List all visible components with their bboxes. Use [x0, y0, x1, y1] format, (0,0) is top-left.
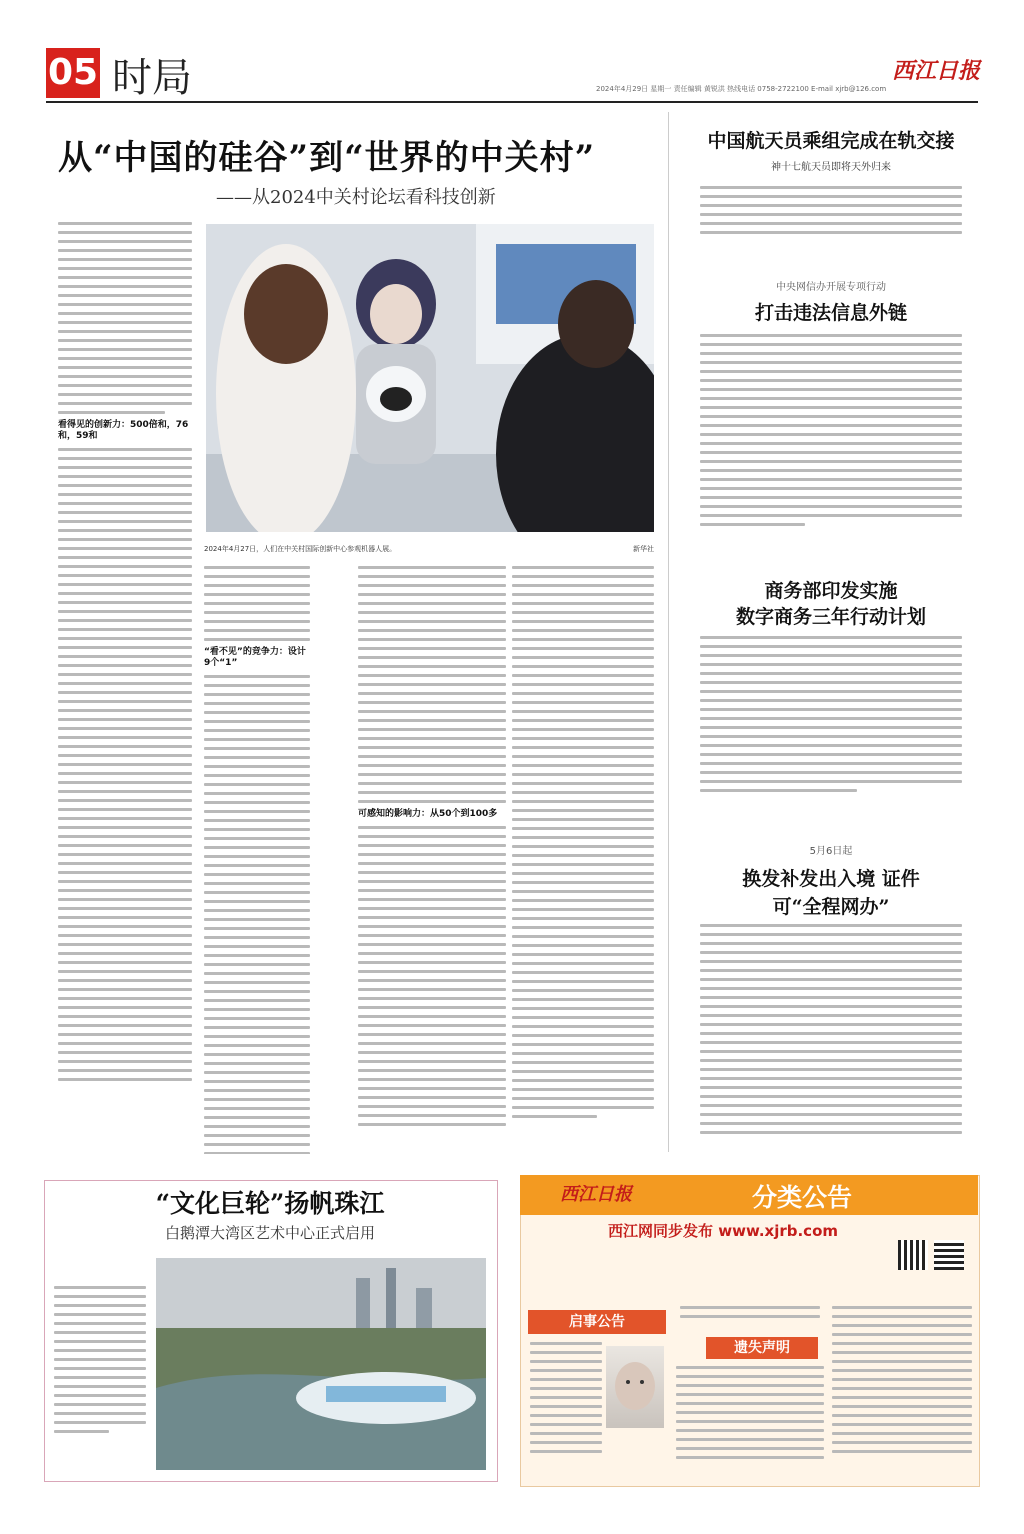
subhead-2: “看不见”的竞争力：设计9个“1”: [204, 647, 306, 668]
main-story-column-3: [358, 566, 506, 1154]
story3-body: [700, 636, 962, 816]
column-divider: [668, 112, 669, 1152]
river-aerial-photo: [156, 1258, 486, 1470]
photo-illustration: [206, 224, 654, 532]
story4-kicker: 5月6日起: [809, 846, 853, 857]
classified-brand: 西江日报: [560, 1184, 632, 1205]
newspaper-logo: 西江日报: [892, 58, 981, 84]
main-subhead: ——从2024中关村论坛看科技创新: [216, 187, 496, 208]
story1-body: [700, 186, 962, 256]
culture-headline: “文化巨轮”扬帆珠江: [155, 1189, 385, 1218]
story3-headline: 商务部印发实施: [764, 580, 898, 602]
classified-tagline: 西江网同步发布 www.xjrb.com: [608, 1222, 839, 1240]
story4-body: [700, 924, 962, 1152]
story4-headline: 换发补发出入境 证件: [742, 868, 920, 890]
ad-text-top-middle: [680, 1306, 820, 1330]
story3-headline-2: 数字商务三年行动计划: [735, 606, 926, 628]
story4-headline-2: 可“全程网办”: [772, 896, 890, 918]
main-story-column-4: [512, 566, 654, 1154]
story2-kicker: 中央网信办开展专项行动: [776, 282, 886, 293]
section-title: 时局: [112, 55, 192, 101]
main-story-column-1: [58, 222, 192, 1152]
river-photo-illustration: [156, 1258, 486, 1470]
story2-body: [700, 334, 962, 554]
culture-subhead: 白鹅潭大湾区艺术中心正式启用: [164, 1224, 375, 1242]
subhead-3: 可感知的影响力：从50个到100多: [358, 809, 498, 819]
qr-code-icon-2: [934, 1240, 964, 1270]
main-story-column-2: [204, 566, 310, 1154]
header-rule: [46, 101, 978, 103]
ad-text-right: [832, 1306, 972, 1476]
classified-title: 分类公告: [752, 1183, 853, 1212]
missing-child-photo: [606, 1346, 664, 1428]
notice-label-lost: 遗失声明: [706, 1337, 818, 1359]
announcement-body: [530, 1342, 602, 1472]
notice-label-announcement: 启事公告: [528, 1310, 666, 1334]
lost-notice-body: [676, 1366, 824, 1476]
qr-code-icon: [898, 1240, 928, 1270]
page-number: 05: [46, 48, 100, 98]
robot-exhibition-photo: [206, 224, 654, 532]
child-face-icon: [606, 1346, 664, 1428]
main-headline: 从“中国的硅谷”到“世界的中关村”: [58, 138, 596, 178]
photo-credit: 新华社: [633, 545, 654, 553]
photo-caption: 2024年4月27日，人们在中关村国际创新中心参观机器人展。: [204, 545, 397, 553]
subhead-1: 看得见的创新力：500倍和，76和，59和: [58, 420, 189, 441]
dateline: 2024年4月29日 星期一 责任编辑 黄锐洪 热线电话 0758-2722100 E-mail xjrb@126.com: [596, 85, 887, 93]
story1-headline: 中国航天员乘组完成在轨交接: [707, 130, 955, 152]
photo-caption-row: [204, 544, 654, 554]
story1-subhead: 神十七航天员即将天外归来: [771, 162, 891, 173]
story2-headline: 打击违法信息外链: [754, 302, 907, 324]
culture-body: [54, 1286, 146, 1456]
